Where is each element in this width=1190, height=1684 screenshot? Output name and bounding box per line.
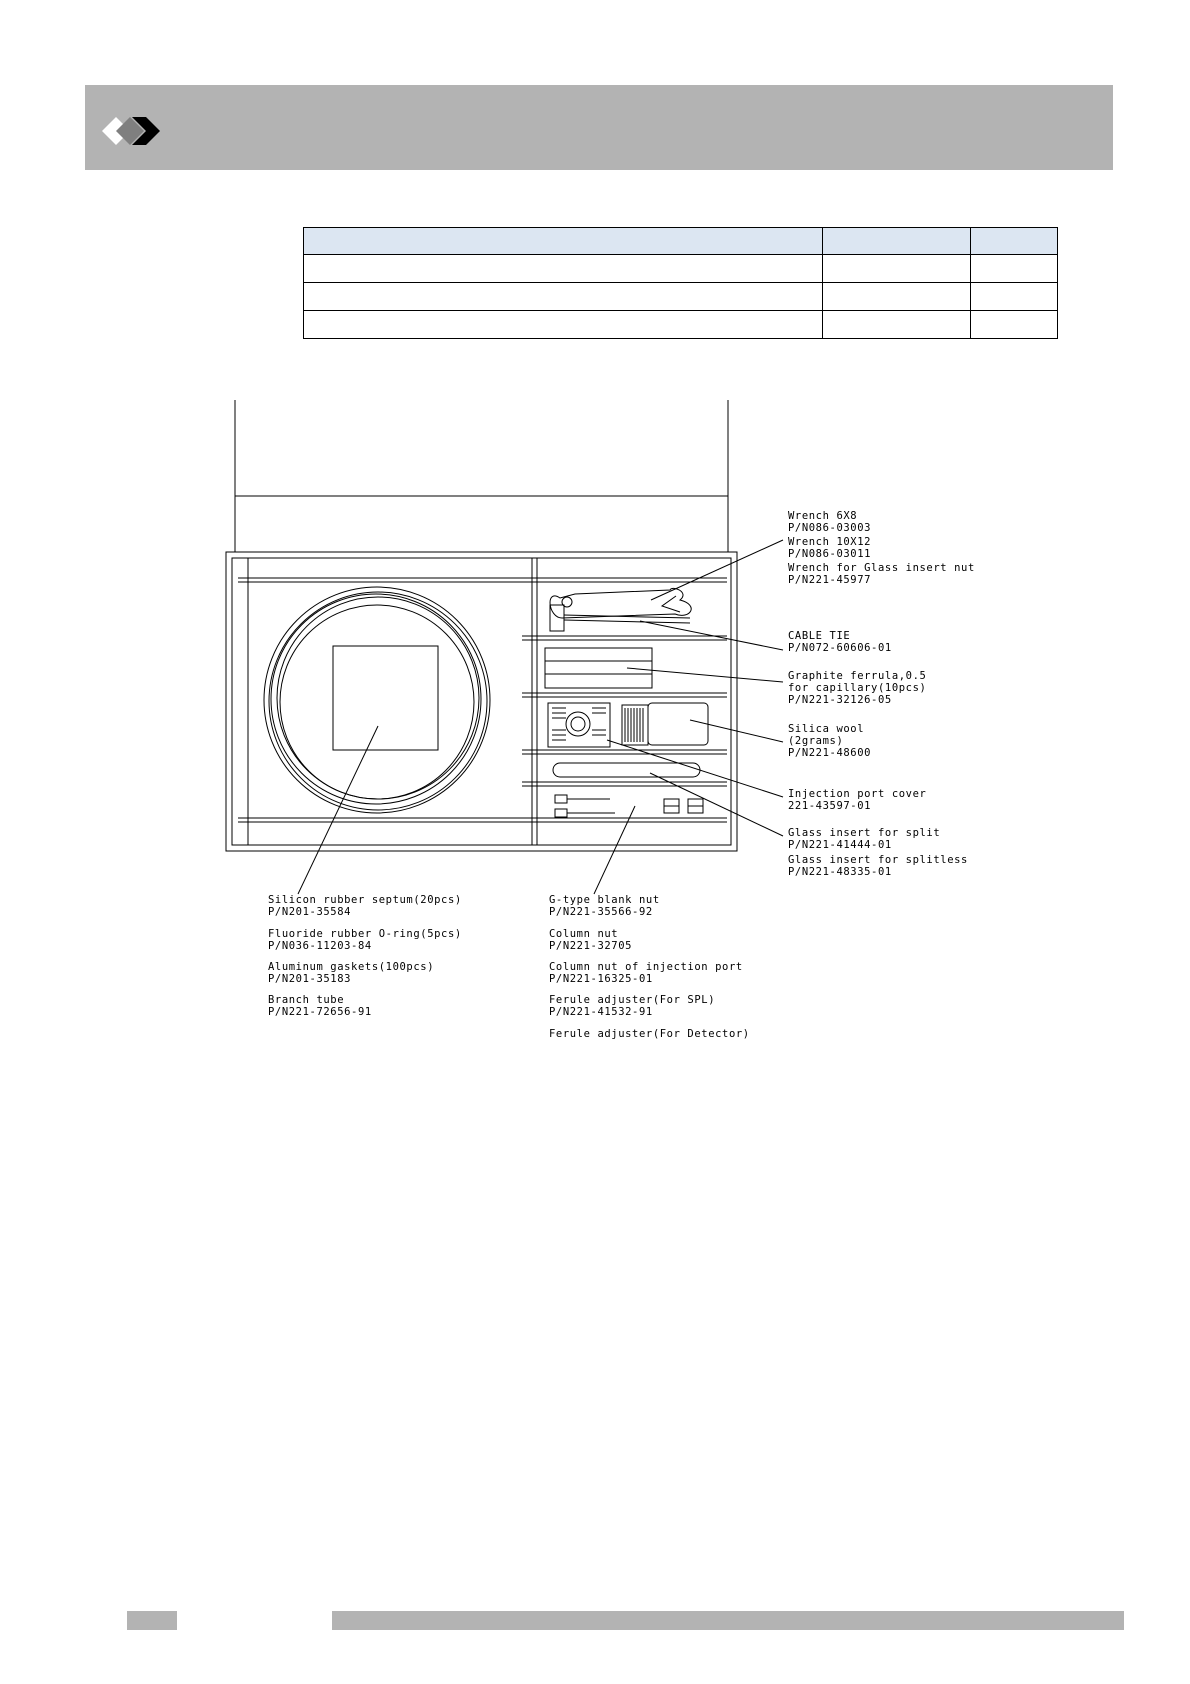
label-glass-splitless-pn: P/N221-48335-01 [788,866,892,878]
label-oring: Fluoride rubber O-ring(5pcs) [268,928,462,940]
label-gtype: G-type blank nut [549,894,660,906]
label-wrench-10x12-pn: P/N086-03011 [788,548,872,560]
label-graphite-pn: P/N221-32126-05 [788,694,892,706]
silica-wool-pack [622,703,708,745]
label-colnut-inj: Column nut of injection port [549,961,743,973]
box-lid [235,400,728,552]
label-silica-2: (2grams) [788,735,844,747]
graphite-ferrule-pack [545,648,652,688]
label-ferule-spl: Ferule adjuster(For SPL) [549,994,716,1006]
label-ferule-det: Ferule adjuster(For Detector) [549,1028,750,1040]
label-wrench-6x8-pn: P/N086-03003 [788,522,872,534]
label-septum: Silicon rubber septum(20pcs) [268,894,462,906]
label-wrench-6x8: Wrench 6X8 [788,510,858,522]
label-glass-split-pn: P/N221-41444-01 [788,839,892,851]
label-glass-split: Glass insert for split [788,827,941,839]
footer-bar [332,1611,1124,1630]
label-branch-pn: P/N221-72656-91 [268,1006,372,1018]
wrench-set [550,588,691,631]
label-gaskets: Aluminum gaskets(100pcs) [268,961,435,973]
label-inj-cover-pn: 221-43597-01 [788,800,872,812]
label-silica-pn: P/N221-48600 [788,747,872,759]
label-colnut-inj-pn: P/N221-16325-01 [549,973,653,985]
leader-lines [298,540,783,894]
label-septum-pn: P/N201-35584 [268,906,352,918]
label-colnut: Column nut [549,928,619,940]
label-graphite-1: Graphite ferrula,0.5 [788,670,927,682]
label-wrench-glass: Wrench for Glass insert nut [788,562,975,574]
branch-tube-coil [264,587,490,813]
middle-labels [549,894,750,1040]
injection-port-cover [548,703,610,747]
label-graphite-2: for capillary(10pcs) [788,682,927,694]
label-cable-tie-pn: P/N072-60606-01 [788,642,892,654]
label-silica-1: Silica wool [788,723,865,735]
label-gaskets-pn: P/N201-35183 [268,973,352,985]
label-branch: Branch tube [268,994,345,1006]
label-cable-tie: CABLE TIE [788,630,851,642]
label-colnut-pn: P/N221-32705 [549,940,633,952]
label-ferule-spl-pn: P/N221-41532-91 [549,1006,653,1018]
label-inj-cover: Injection port cover [788,788,927,800]
label-gtype-pn: P/N221-35566-92 [549,906,653,918]
left-labels [268,894,462,1018]
footer-page-block [127,1611,177,1630]
right-labels [788,510,975,878]
glass-insert [553,763,700,777]
label-wrench-10x12: Wrench 10X12 [788,536,872,548]
box-body [226,552,737,851]
nuts-and-adjusters [555,795,703,817]
label-wrench-glass-pn: P/N221-45977 [788,574,872,586]
label-oring-pn: P/N036-11203-84 [268,940,372,952]
label-glass-splitless: Glass insert for splitless [788,854,968,866]
